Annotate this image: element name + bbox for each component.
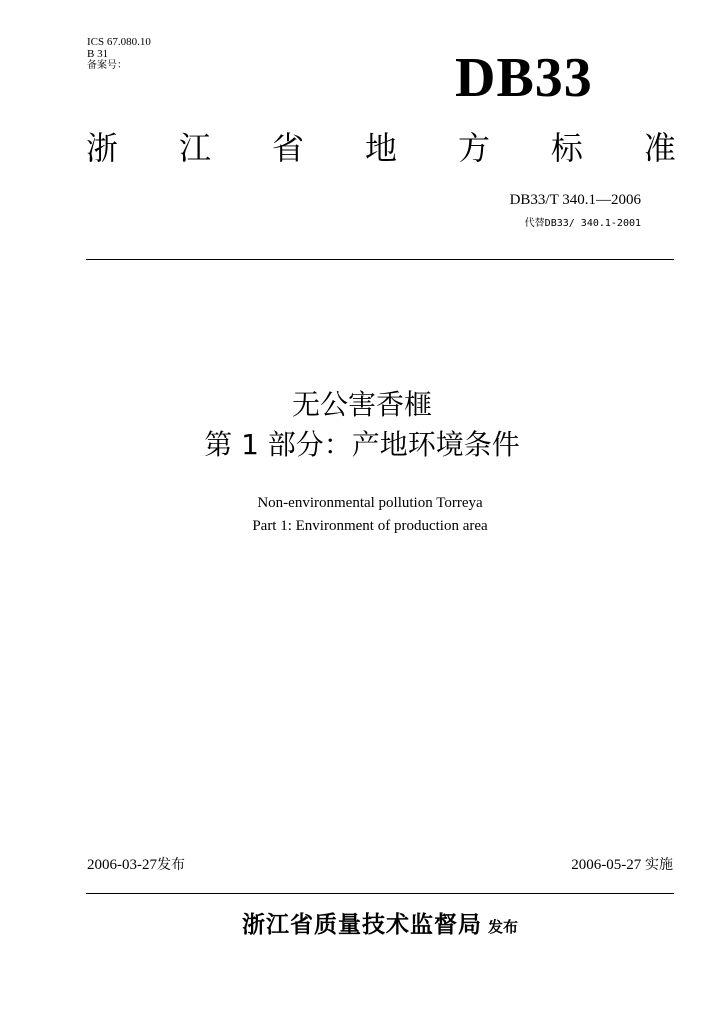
standard-type-heading [86, 128, 676, 168]
footer-divider [86, 893, 674, 894]
publisher-name: 浙江省质量技术监督局 [241, 912, 482, 938]
standard-type-char: 江 [178, 129, 211, 167]
replaces-standard: 代替DB33/ 340.1-2001 [524, 218, 641, 229]
standard-type-char: 准 [643, 129, 676, 167]
standard-type-char: 地 [364, 129, 397, 167]
issue-date: 2006-03-27 [87, 857, 157, 873]
publisher-row [0, 906, 724, 939]
title-english-line1: Non-environmental pollution Torreya [257, 495, 483, 511]
standard-type-char: 省 [271, 129, 304, 167]
implementation-date: 2006-05-27 [571, 857, 642, 873]
issue-date-row [87, 854, 185, 874]
standard-number: DB33/T 340.1—2006 [509, 192, 641, 208]
standard-type-char: 标 [550, 129, 583, 167]
issue-label: 发布 [157, 857, 185, 873]
db-code-logo: DB33 [455, 47, 593, 109]
header-divider [86, 259, 674, 260]
ccs-code: B 31 [87, 48, 109, 60]
title-chinese-main: 无公害香榧 [291, 388, 432, 421]
filing-number-label: 备案号： [87, 60, 127, 71]
ics-code: ICS 67.080.10 [87, 36, 151, 48]
standard-type-char: 浙 [86, 129, 119, 167]
implementation-label: 实施 [645, 857, 673, 873]
standard-type-char: 方 [457, 129, 490, 167]
title-chinese-part: 第 1 部分：产地环境条件 [204, 428, 520, 461]
implementation-date-row [571, 854, 673, 874]
publish-label: 发布 [487, 918, 518, 936]
title-english-line2: Part 1: Environment of production area [252, 518, 488, 534]
